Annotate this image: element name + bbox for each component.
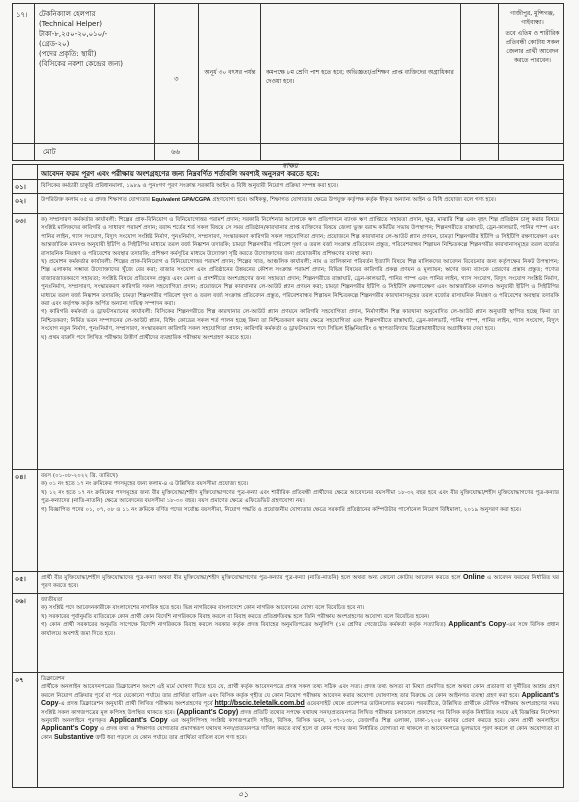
post-bn: টেকনিক্যাল হেলপার xyxy=(39,10,96,18)
row-divider xyxy=(13,571,563,572)
age-cell: অনূর্ধ ৩০ বৎসর পর্যন্ত xyxy=(204,69,256,76)
district-remark: তবে এতিম ও শারীরিক প্রতিবন্ধী কোটায় সকল জেলার প্রার্থী আবেদন করতে পারবেন। xyxy=(505,30,560,64)
row-number: ০৬। xyxy=(15,597,26,605)
row-number: ০২। xyxy=(15,197,26,205)
post-grade-no: (গ্রেড-২০) xyxy=(39,40,70,48)
post-cell xyxy=(39,9,153,69)
post-grade: টাকা-৮,২৫০-২০,০১০/- xyxy=(39,30,108,38)
row-text: বিসিকের কর্মচারী চাকুরি প্রবিধানমালা, ১৯৮৯ ও পুনঃগণ পূরণ সংক্রান্ত সরকারি আইন ও বিধি অনুযায়ী নিয়োগ প্রক্রিয়া সম্পন্ন করা হবে। xyxy=(41,183,339,189)
row-divider xyxy=(13,193,563,194)
row-divider xyxy=(13,593,563,594)
post-en: (Technical Helper) xyxy=(39,20,102,28)
row-text: ডিক্লারেশন প্রার্থীকে অনলাইন আবেদনপত্রের ডিক্লারেশন অংশে এই মর্মে ঘোষণা দিতে হবে যে, প্রার্থী কর্তৃক আবেদনপত্রে প্রদত্ত সকল তথ্য সঠিক এবং সত্য। প্রদত্ত তথ্য অসত্য বা মিথ্যা প্রমাণিত হলে অথবা কোন প্রতারণা বা দুর্নীতির আশ্রয় গ্রহণ করলে নিয়োগ প্রক্রিয়ার পূর্বে বা পরে যেকোনো পর্যায়ে তার প্রার্থিতা বাতিল এবং বিসিক কর্তৃক গৃহীত যে কোন নিয়োগ পরীক্ষায় আবেদন করার অযোগ্য ঘোষণাসহ তার বিরুদ্ধে যে কোন আইনগত ব্যবস্থা গ্রহণ করা হবে। Applicant's Copy-এ প্রদত্ত ডিক্লারেশন অনুযায়ী প্রার্থী লিখিত পরীক্ষায় অংশগ্রহণের পূর্বে http://bscic.teletalk.com.bd ওয়েবসাইট থেকে প্রবেশপত্র ডাউনলোড করবেন। পরবর্তীতে, উল্লিখিত প্রার্থীকে মৌখিক পরীক্ষায় অংশগ্রহণের সময় সংশ্লিষ্ট সকল কাগজপত্রের মূল কপিসহ উপস্থিত থাকতে হবে। (Applicant's Copy) প্রদত্ত প্রতিটি তথ্যের সপক্ষে যথাযথ সনদ/প্রত্যয়নপত্র লিখিত পরীক্ষার চলাকালে প্রকাশের পর বিসিক কর্তৃক নির্ধারিত সময়ে এই বিজ্ঞপ্তির নির্দেশনা অনুযায়ী অনলাইনে পূরণকৃত Applicant's Copy এর অনুলিপিসহ সংশ্লিষ্ট কাগজপত্রাদি সহিত, বিসিক, বিসিক ভবন, ১৩৭-১৩৮, তেজগাঁও শিল্প এলাকা, ঢাকা-১২০৮ বরাবর প্রেরণ করতে হবে। কোন প্রার্থী অনলাইনে Applicant's Copy এ প্রদত্ত তথ্য ও শিক্ষাগত যোগ্যতার প্রমাণস্বরূপ যথাযথ সনদ/প্রত্যয়নপত্র দাখিল করতে ব্যর্থ হলে বা কোন পদের জন্য নির্ধারিত যোগ্যতা না থাকলে বা আবেদনপত্রে ভুলভাবে পূরণ করলে বা কোন অযোগ্যতা বা কোন Substantive ত্রুটি ধরা পড়লে যে কোন পর্যায়ে তার প্রার্থিতা বাতিল বলে গণ্য হবে। xyxy=(41,676,560,741)
post-nature: (পদের প্রকৃতি: স্থায়ী) xyxy=(39,50,97,58)
row-divider xyxy=(13,179,563,180)
row-text: ক) সম্প্রসারণ কর্মকর্তার কার্যাবলী: শিল্পের প্রাক-বিনিয়োগ ও বিনিয়োগোত্তর পরামর্শ প্রদান; সরকারি নির্দেশনার আলোকে ঋণ প্রতিপাদনে ব্যাংক ঋণ প্রাপ্তিতে সহায়তা প্রদান, ক্ষুদ্র, মাঝারি শিল্প এবং বৃহৎ শিল্প প্রতিষ্ঠান চালু করার বিষয়ে সংশ্লিষ্ট মালিকদের কারিগরি ও সাধারণ পরামর্শ প্রদান; বরাদ্দ শর্তের শর্ত সকল বিষয়ে সে সময় প্রতিষ্ঠান/কারখানার প্রাপ্ত ব্যক্তিদের বিষয়ে জেলা ভুক্ত বরাদ্দ কমিটির সভায় উপস্থাপন; শিল্পনগরীতে রাস্তাঘাট, ড্রেন-কালভার্ট, পানির পাম্প এবং পানির লাইন, গ্যাস সংযোগ, বিদ্যুৎ সংযোগ সংশ্লিষ্ট নির্মাণ, পুনঃনির্মাণ, সম্প্রসারণ, সংস্কারকরণ কারিগরি সকল সহযোগিতা প্রদান; প্রয়োজনে শিল্প কারখানার লে-আউট প্ল্যান প্রণয়ন, চামড়া শিল্পনগরীর ইটিপি ও সিইটিপি রক্ষণাবেক্ষণ এবং আন্তর্জাতিক মানদণ্ড অনুযায়ী ইটিপি ও সিইটিপির মাধ্যমে তরল বর্জ্য নিষ্কাশন তদারকি; চামড়া শিল্পনগরীর পরিবেশ দূষণ ও তরল বর্জ্য সংক্রান্ত প্রতিবেদন প্রস্তুত, পরিবেশবান্ধব শিল্পায়ন নিশ্চিতকল্পে শিল্পনগরীর কারখানাসমূহের তরল বর্জ্যের রাসায়নিক নিয়ন্ত্রণ ও পরিবেশের অবস্থার তদারকি; প্রশিক্ষণ কর্মসূচির মাধ্যমে উদ্যোক্তা সৃষ্টি করতে উদ্যোক্তাদের জন্য প্রয়োজনীয় প্রশিক্ষণের ব্যবস্থা করা। খ) প্রমোশন কর্মকর্তার কার্যাবলী: শিল্পের প্রাক-বিনিয়োগ ও বিনিয়োগোত্তর পরামর্শ প্রদান; শিল্পের খাত, আঞ্চলিক কার্যাবলী; নাম ও তালিকানা পরিবর্তন ইত্যাদি বিষয়ে শিল্প মালিকদের আবেদন বিবেচনার জন্য কর্তৃপক্ষের নিকট উপস্থাপন; শিল্প এলাকায় সম্ভাব্য উদ্যোক্তাদের খুঁজে বের করা; বাজার সংযোগ এবং প্রতিষ্ঠানের উন্নয়নের কৌশল সংক্রান্ত পরামর্শ প্রদান; বিভিন্ন বিষয়ের কারিগরি প্রকল্প প্রণয়ন ও মূল্যায়ন; ঋণের জন্য ব্যাংকে প্রেরণের প্রস্তাব প্রস্তুত; পণ্যের বাজারজাতকরণে সহায়তা; সংশ্লিষ্ট বিষয়ে প্রতিবেদন প্রস্তুত এবং মেলা ও প্রদর্শনীতে অংশগ্রহণের জন্য সহায়তা প্রদান; শিল্পনগরীতে রাস্তাঘাট, ড্রেন-কালভার্ট, পানির পাম্প এবং পানির লাইন, গ্যাস সংযোগ, বিদ্যুৎ সংযোগ সংশ্লিষ্ট নির্মাণ, পুনঃনির্মাণ, সম্প্রসারণ, সংস্কারকরণ কারিগরি সকল সহযোগিতা প্রদান; প্রয়োজনে শিল্প কারখানার লে-আউট প্ল্যান প্রণয়ন করা; চামড়া শিল্পনগরীর ইটিপি ও সিইটিপি রক্ষণাবেক্ষণ এবং আন্তর্জাতিক মানদণ্ড অনুযায়ী ইটিপি ও সিইটিপির মাধ্যমে তরল বর্জ্য নিষ্কাশন তদারকি; চামড়া শিল্পনগরীর পরিবেশ দূষণ ও তরল বর্জ্য সংক্রান্ত প্রতিবেদন প্রস্তুত, পরিবেশবান্ধব শিল্পায়ন নিশ্চিতকল্পে শিল্পনগরীর কারখানাসমূহের তরল বর্জ্যের রাসায়নিক নিয়ন্ত্রণ ও পরিবেশের অবস্থার তদারকি করা এবং কর্তৃপক্ষ কর্তৃক অর্পিত অন্যান্য দায়িত্ব সম্পাদন করা। গ) কারিগরি কর্মকর্তা ও ড্রাফটসম্যানের কার্যাবলী: বিসিকের শিল্পনগরীতে শিল্প কারখানার লে-আউট প্ল্যান প্রণয়নে কারিগরি সহযোগিতা প্রদান, নির্মাণাধীন শিল্প কারখানা অনুমোদিত লে-আউট প্ল্যান অনুযায়ী স্থাপিত হচ্ছে কিনা তা নিশ্চিতকরণ; নির্মিত ভবন সম্পাদনের লে-আউট প্ল্যান, বিশ্বিং কোডের সকল শর্ত পালন হচ্ছে কিনা তা নিশ্চিতকরণ করার ক্ষেত্রে সহযোগিতা এবং শিল্পনগরীতে রাস্তাঘাট, ড্রেন-কালভার্ট, পানির পাম্প, পানির লাইন, গ্যাস সংযোগ, বিদ্যুৎ সংযোগ নতুন নির্মাণ, পুনঃনির্মাণ, সম্প্রসারণ, সংস্কারকরণ কারিগরি সকল সহযোগিতা প্রদান; কারিগরি কর্মকর্তা ও ড্রাফটসম্যান পদে সিভিল ইঞ্জিনিয়ারিং ও স্থাপত্যবিদ্যায় ডিপ্লোমাধারীদের অগ্রাধিকার দেয়া হবে। ঘ) প্রথম বারুদি পদে লিখিত পরীক্ষায় উত্তীর্ণ প্রার্থীদের ব্যবহারিক পরীক্ষায় অংশগ্রহণ করতে হবে। xyxy=(41,217,559,341)
online-term: Online xyxy=(462,574,485,581)
row-text: উপরিউক্ত কলাম ০৫ এ প্রদত্ত শিক্ষাগত যোগ্যতার Equivalent GPA/CGPA গ্রহণযোগ্য হবে। অধিকন্তু, শিক্ষাগত যোগ্যতার ক্ষেত্রে উপযুক্ত কর্তৃপক্ষ কর্তৃক স্বীকৃত অন্যান্য আইন ও বিধি প্রযোজ্য বলে গণ্য হবে। xyxy=(41,197,496,203)
total-label: মোট xyxy=(43,148,56,156)
row-number: ০৭ xyxy=(15,676,24,684)
count-cell: ৩ xyxy=(174,75,179,83)
serial-cell: ১৭। xyxy=(16,11,28,19)
post-office: (বিসিকের নকশা কেন্দ্রের জন্য) xyxy=(39,60,124,68)
row-divider xyxy=(13,469,563,470)
row-divider xyxy=(13,213,563,214)
qualification-cell: কমপক্ষে ৮ম শ্রেণি পাশ হতে হবে; অভিজ্ঞতা/প্রশিক্ষণ প্রাপ্ত ব্যক্তিদের অগ্রাধিকার দেওয়া হবে। xyxy=(266,69,454,85)
row-number: ০১। xyxy=(15,183,26,191)
gpa-term: Equivalent GPA/CGPA xyxy=(151,197,211,203)
district-names: গাজীপুর, মুন্সিগঞ্জ, গাইবান্ধা। xyxy=(510,10,555,26)
total-divider xyxy=(13,143,563,144)
website-link: http://bscic.teletalk.com.bd xyxy=(214,700,305,708)
row-text: প্রার্থী বীর মুক্তিযোদ্ধা/শহীদ মুক্তিযোদ্ধাদের পুত্র-কন্যা অথবা বীর মুক্তিযোদ্ধা/শহীদ মুক্তিযোদ্ধাগণের পুত্র-কন্যার পুত্র-কন্যা (নাতি-নাতনি) হলে অথবা অন্য কোনো কোটায় আবেদন করতে হলে Online এ আবেদন ফরমের নির্ধারিত ঘর পূরণ করতে হবে। xyxy=(41,574,559,590)
signature-mark: স্বাক্ষর xyxy=(282,162,298,170)
row-text: বয়স (০১-০৮-২০২২ খ্রি. তারিখে) ক) ০১ নং হতে ১৭ নং ক্রমিকের পদসমূহের জন্য কলাম-৪ এ উল্লিখিত বয়সসীমা প্রযোজ্য হবে। খ) ১২ নং হতে ১৭ নং ক্রমিকের পদসমূহের জন্য বীর মুক্তিযোদ্ধা/শহীদ মুক্তিযোদ্ধাগণের পুত্র-কন্যা এবং শারীরিক প্রতিবন্ধী প্রার্থীদের ক্ষেত্রে আবেদনের বয়সসীমা ১৮-৩২ বছর হবে এবং বীর মুক্তিযোদ্ধা/শহীদ মুক্তিযোদ্ধাগণের পুত্র-কন্যার পুত্র-কন্যাদের (নাতি-নাতনি) ক্ষেত্রে আবেদনের বয়সসীমা ১৮-৩০ বছর। বয়স প্রমাণের ক্ষেত্রে এফিডেভিট গ্রহণযোগ্য নয়। গ) বিজ্ঞাপিত পদের ০১, ০৭, ০৮ ও ১১ নং ক্রমিকে বর্ণিত পদের সর্বোচ্চ বয়সসীমা, নিয়োগ পদ্ধতি ও প্রয়োজনীয় যোগ্যতার ক্ষেত্রে সরকারি প্রতিষ্ঠানের কম্পিউটার পার্সোনেল নিয়োগ বিধিমালা, ২০১৯ অনুসরণ করা হবে। xyxy=(41,473,559,513)
row-number: ০৪। xyxy=(15,473,26,481)
col-blank xyxy=(461,4,499,160)
page-mark: ০১ xyxy=(238,790,249,799)
row-divider xyxy=(13,672,563,673)
row-number: ০৩। xyxy=(15,217,26,225)
vacancy-table xyxy=(12,3,564,161)
applicant-copy-term: Applicant's Copy xyxy=(448,621,507,629)
district-cell xyxy=(502,9,563,65)
instructions-box xyxy=(12,164,564,788)
col-age xyxy=(199,4,261,160)
row-text: জাতীয়তা ক) সংশ্লিষ্ট পদে আবেদনকারীকে বাংলাদেশের নাগরিক হতে হবে। ভিন্ন নাগরিকের বাংলাদেশে কোন নাগরিক আবেদনের যোগ্য বলে বিবেচিত হবে না। খ) সরকারের পূর্বানুমতি ব্যতিরেকে কোন প্রার্থী কোন বিদেশি নাগরিককে বিবাহ করলে বা বিবাহ করতে প্রতিশ্রুতিবদ্ধ হলে তিনি পরীক্ষায় অংশগ্রহণের অযোগ্য বলে বিবেচিত হবেন। গ) কোন প্রার্থী সরকারের অনুমতি সাপেক্ষে বিদেশি নাগরিককে বিবাহ করলে সরকার কর্তৃক প্রদত্ত বিবাহের অনুমতিপত্রের অনুলিপি (১ম শ্রেণির গেজেটেড কর্মকর্তা কর্তৃক সত্যায়িত) Applicant's Copy-এর সঙ্গে বিসিক প্রধান কার্যালয়ে অবশ্যই জমা দিতে হবে। xyxy=(41,597,559,637)
row-number: ০৫। xyxy=(15,575,26,583)
total-value: ৬৬ xyxy=(171,148,181,156)
col-serial xyxy=(13,4,35,160)
instructions-heading: আবেদন ফরম পূরণ এবং পরীক্ষায় অংশগ্রহণের জন্য নিম্নবর্ণিত শর্তাবলি অবশ্যই অনুসরণ করতে হবে: xyxy=(41,170,320,178)
